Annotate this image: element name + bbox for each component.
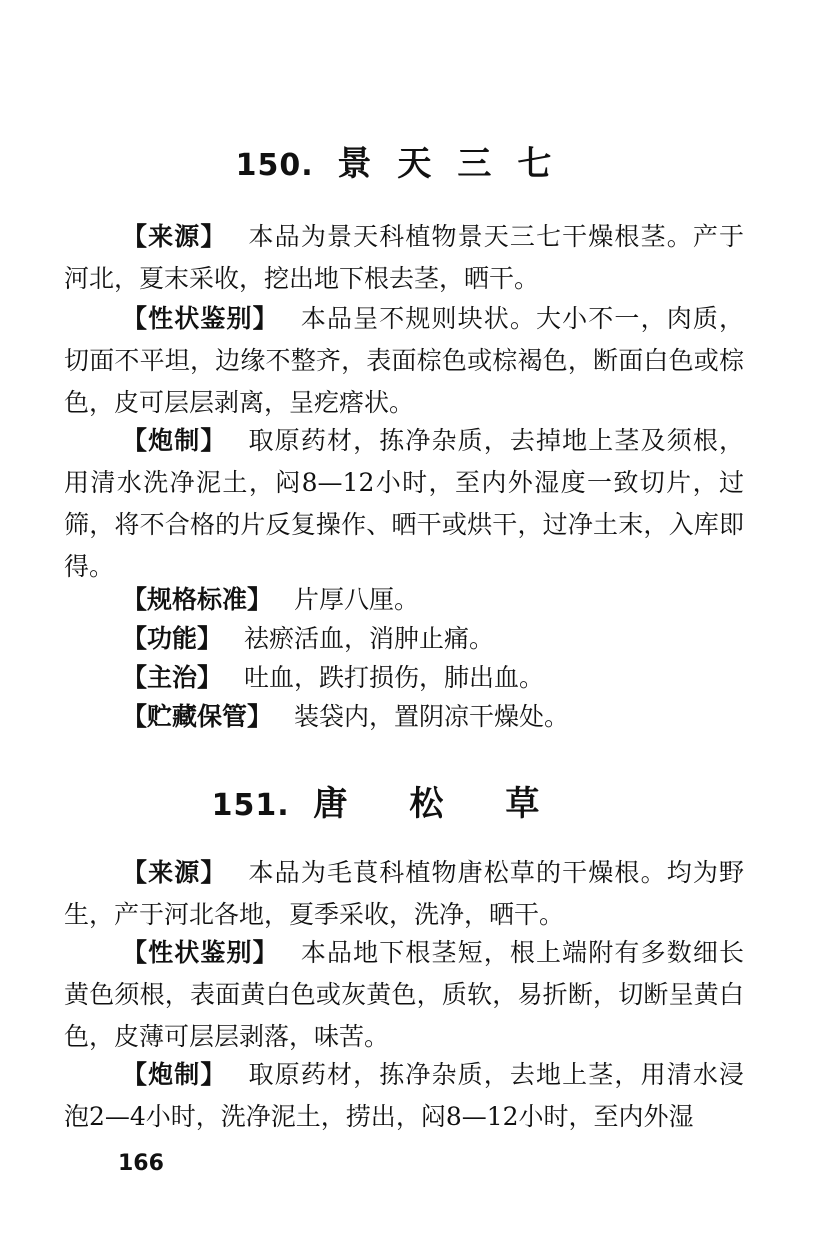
entry-name: 唐松草 bbox=[313, 784, 602, 824]
paragraph-identification bbox=[64, 298, 744, 424]
section-label: 【性状鉴别】 bbox=[122, 304, 279, 333]
section-text: 本品为景天科植物景天三七干燥根茎。产于河北，夏末采收，挖出地下根去茎，晒干。 bbox=[64, 222, 744, 293]
section-label: 【规格标准】 bbox=[122, 585, 273, 614]
section-text: 本品地下根茎短，根上端附有多数细长黄色须根，表面黄白色或灰黄色，质软，易折断，切断呈黄白色，皮薄可层层剥落，味苦。 bbox=[64, 938, 744, 1051]
entry-number: 151. bbox=[211, 788, 290, 823]
section-text: 祛瘀活血，消肿止痛。 bbox=[244, 624, 495, 653]
section-label: 【主治】 bbox=[122, 663, 223, 692]
section-label: 【炮制】 bbox=[122, 1060, 227, 1089]
section-label: 【来源】 bbox=[122, 858, 227, 887]
paragraph-storage bbox=[64, 696, 744, 738]
section-label: 【贮藏保管】 bbox=[122, 702, 273, 731]
section-text: 片厚八厘。 bbox=[294, 585, 420, 614]
paragraph-identification bbox=[64, 932, 744, 1058]
section-text: 取原药材，拣净杂质，去掉地上茎及须根，用清水洗净泥土，闷8—12小时，至内外湿度一致切片，过筛，将不合格的片反复操作、晒干或烘干，过净土末，入库即得。 bbox=[64, 426, 744, 581]
paragraph-indication bbox=[64, 657, 744, 699]
section-label: 【炮制】 bbox=[122, 426, 227, 455]
section-text: 取原药材，拣净杂质，去地上茎，用清水浸泡2—4小时，洗净泥土，捞出，闷8—12小时，至内外湿 bbox=[64, 1060, 744, 1131]
entry-name: 景天三七 bbox=[337, 144, 578, 184]
paragraph-source bbox=[64, 852, 744, 936]
paragraph-source bbox=[64, 216, 744, 300]
paragraph-processing bbox=[64, 1054, 744, 1138]
section-label: 【功能】 bbox=[122, 624, 223, 653]
entry-title-150 bbox=[0, 142, 813, 188]
section-text: 吐血，跌打损伤，肺出血。 bbox=[244, 663, 545, 692]
paragraph-function bbox=[64, 618, 744, 660]
paragraph-specification bbox=[64, 579, 744, 621]
section-label: 【来源】 bbox=[122, 222, 227, 251]
entry-number: 150. bbox=[235, 148, 314, 183]
section-text: 装袋内，置阴凉干燥处。 bbox=[294, 702, 570, 731]
section-text: 本品呈不规则块状。大小不一，肉质，切面不平坦，边缘不整齐，表面棕色或棕褐色，断面白色或棕色，皮可层层剥离，呈疙瘩状。 bbox=[64, 304, 744, 417]
section-label: 【性状鉴别】 bbox=[122, 938, 279, 967]
paragraph-processing bbox=[64, 420, 744, 588]
page-number: 166 bbox=[118, 1151, 164, 1176]
entry-title-151 bbox=[0, 782, 813, 828]
section-text: 本品为毛茛科植物唐松草的干燥根。均为野生，产于河北各地，夏季采收，洗净，晒干。 bbox=[64, 858, 744, 929]
